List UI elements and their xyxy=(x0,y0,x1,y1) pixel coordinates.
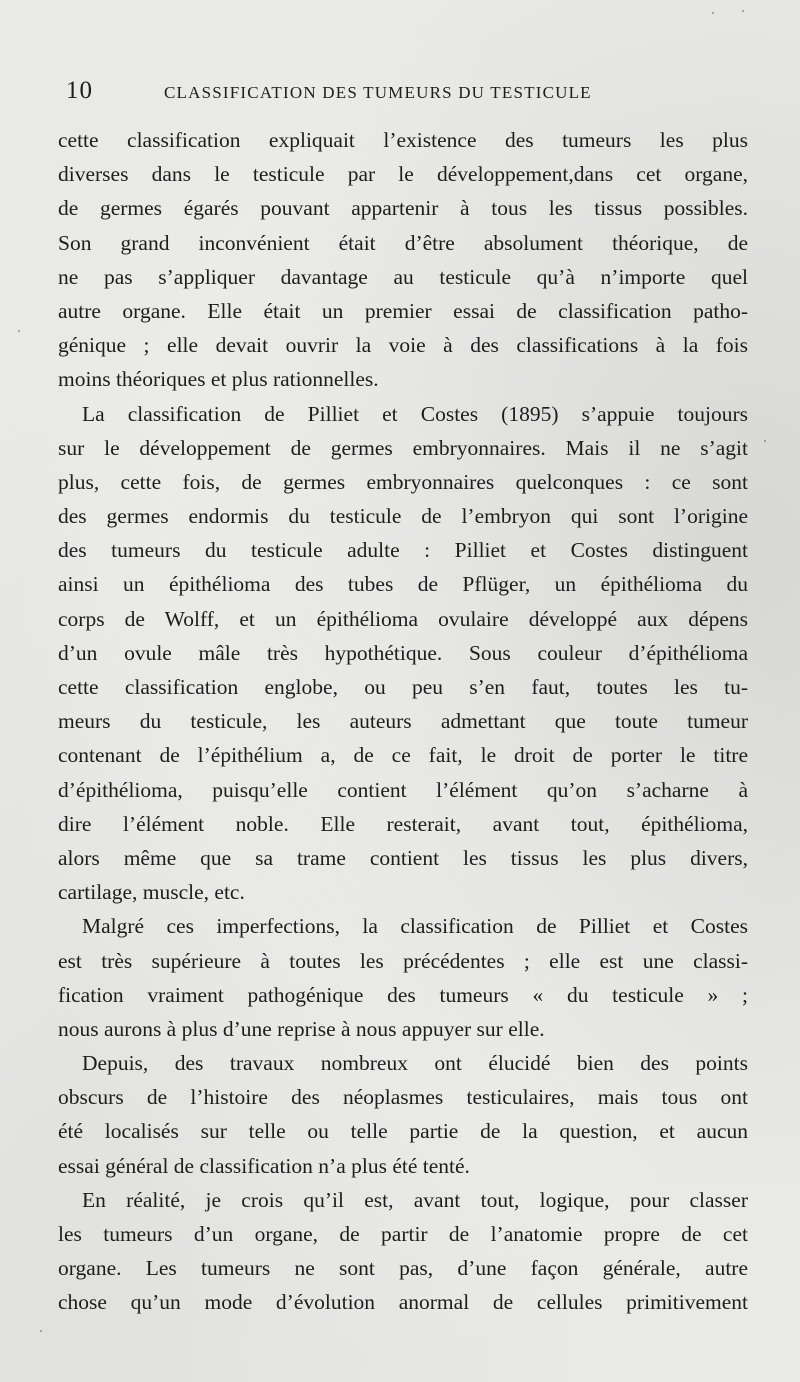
paper-speck xyxy=(40,1330,42,1332)
text-line: des germes endormis du testicule de l’embryon qui sont l’origine xyxy=(58,504,748,529)
text-line: dire l’élément noble. Elle resterait, avant tout, épithélioma, xyxy=(58,811,748,836)
text-line: alors même que sa trame contient les tissus les plus divers, xyxy=(58,845,748,870)
text-line: cette classification englobe, ou peu s’en faut, toutes les tu- xyxy=(58,675,748,699)
text-line: les tumeurs d’un organe, de partir de l’anatomie propre de cet xyxy=(58,1222,748,1246)
text-line: plus, cette fois, de germes embryonnaires quelconques : ce sont xyxy=(58,469,748,494)
page-number: 10 xyxy=(66,77,93,104)
text-line: organe. Les tumeurs ne sont pas, d’une façon générale, autre xyxy=(58,1256,748,1281)
text-line: de germes égarés pouvant appartenir à tous les tissus possibles. xyxy=(58,196,748,221)
paper-speck xyxy=(764,440,766,442)
text-line: ne pas s’appliquer davantage au testicule qu’à n’importe quel xyxy=(58,264,748,289)
text-line: cette classification expliquait l’existence des tumeurs les plus xyxy=(58,128,748,152)
text-line: d’épithélioma, puisqu’elle contient l’élément qu’on s’acharne à xyxy=(58,777,748,802)
text-line: génique ; elle devait ouvrir la voie à des classifications à la fois xyxy=(58,333,748,358)
paragraph-first-line: Malgré ces imperfections, la classification de Pilliet et Costes xyxy=(82,914,748,939)
paragraph-first-line: Depuis, des travaux nombreux ont élucidé bien des points xyxy=(82,1051,748,1076)
text-line: meurs du testicule, les auteurs admettant que toute tumeur xyxy=(58,709,748,734)
text-line: essai général de classification n’a plus été tenté. xyxy=(58,1153,470,1178)
text-line: moins théoriques et plus rationnelles. xyxy=(58,367,379,392)
text-line: cartilage, muscle, etc. xyxy=(58,880,245,905)
text-line: contenant de l’épithélium a, de ce fait, le droit de porter le titre xyxy=(58,743,748,768)
text-line: diverses dans le testicule par le développement,dans cet organe, xyxy=(58,162,748,187)
paper-speck xyxy=(712,12,714,14)
body-text xyxy=(58,123,748,1320)
text-line: nous aurons à plus d’une reprise à nous appuyer sur elle. xyxy=(58,1016,545,1041)
text-line: chose qu’un mode d’évolution anormal de cellules primitivement xyxy=(58,1290,748,1315)
text-line: obscurs de l’histoire des néoplasmes testiculaires, mais tous ont xyxy=(58,1085,748,1110)
text-line: sur le développement de germes embryonnaires. Mais il ne s’agit xyxy=(58,435,748,460)
text-line: été localisés sur telle ou telle partie de la question, et aucun xyxy=(58,1119,748,1144)
running-head xyxy=(66,76,706,106)
text-line: des tumeurs du testicule adulte : Pilliet et Costes distinguent xyxy=(58,538,748,563)
text-line: autre organe. Elle était un premier essai de classification patho- xyxy=(58,298,748,323)
text-line: d’un ovule mâle très hypothétique. Sous couleur d’épithélioma xyxy=(58,640,748,665)
text-line: est très supérieure à toutes les précédentes ; elle est une classi- xyxy=(58,948,748,973)
text-line: fication vraiment pathogénique des tumeurs « du testicule » ; xyxy=(58,982,748,1007)
paper-speck xyxy=(742,10,744,12)
text-line: ainsi un épithélioma des tubes de Pflüger, un épithélioma du xyxy=(58,572,748,597)
text-line: corps de Wolff, et un épithélioma ovulaire développé aux dépens xyxy=(58,606,748,631)
paragraph-first-line: La classification de Pilliet et Costes (1895) s’appuie toujours xyxy=(82,401,748,426)
text-line: Son grand inconvénient était d’être absolument théorique, de xyxy=(58,230,748,255)
running-title: CLASSIFICATION DES TUMEURS DU TESTICULE xyxy=(164,83,592,102)
paper-speck xyxy=(18,330,20,332)
paragraph-first-line: En réalité, je crois qu’il est, avant tout, logique, pour classer xyxy=(82,1187,748,1212)
